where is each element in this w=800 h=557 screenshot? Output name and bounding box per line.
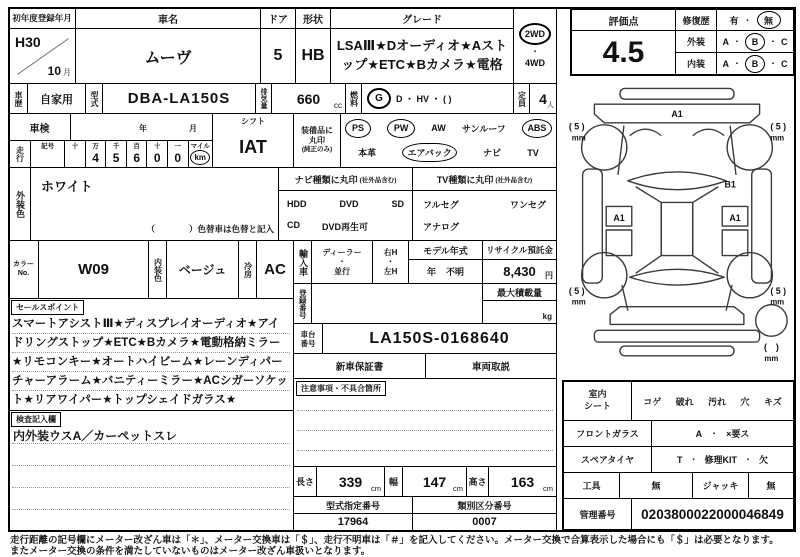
- equipment-label-1: 装備品に: [301, 126, 333, 136]
- digit-header: 百: [133, 143, 140, 150]
- shift-value: IAT: [239, 136, 267, 157]
- seat-burn: コゲ: [643, 396, 662, 407]
- color-change-note: （ ）色替車は色替と記入: [146, 224, 274, 234]
- fuel-gasoline-circled: G: [367, 88, 391, 109]
- chassis-label: [293, 323, 323, 354]
- seat-hole: 穴: [740, 396, 750, 407]
- rear-bumper: [594, 330, 759, 342]
- model-year-cell: [408, 240, 483, 284]
- interior-color-label: 内装色: [148, 240, 167, 299]
- drivetrain-cell: [513, 7, 557, 84]
- width-cell: [402, 466, 467, 497]
- nav-dvd-play: DVD再生可: [322, 221, 369, 232]
- tool-label: 工具: [562, 472, 620, 499]
- footer-notes: [10, 535, 796, 557]
- handle-sep: ・: [386, 257, 395, 267]
- front-right-wheel: [727, 125, 772, 170]
- drivetrain-2wd-circled: 2WD: [519, 23, 551, 45]
- exterior-c: C: [781, 36, 788, 47]
- recycle-header: リサイクル預託金: [483, 241, 556, 260]
- displacement-label: 排気量: [255, 83, 272, 114]
- repair-yes: 有: [729, 15, 739, 26]
- length-cell: [316, 466, 385, 497]
- right-sill: [752, 169, 772, 283]
- height-cell: [488, 466, 557, 497]
- tire-depth-rear-left: ( 5 ): [568, 285, 585, 296]
- sales-points-tab: セールスポイント: [11, 300, 84, 315]
- displacement-unit: cc: [334, 101, 342, 110]
- spare-t: T: [676, 454, 683, 465]
- model-year-unit: 年: [426, 267, 436, 277]
- nav-type-options: [278, 190, 413, 241]
- sales-points-text: スマートアシストⅢ★ディスプレイオーディオ★アイドリングストップ★ETC★Bカメラ★電動格納ミラー★リモコンキー★オートハイビーム★レーンディパーチャーアラーム★バニティーミラー★ACシガーソケット★リアワイパー★トップシェイドガラス★: [12, 318, 288, 406]
- recycle-value: 8,430: [503, 264, 536, 279]
- tv-type-subtitle: (社外品含む): [495, 176, 533, 184]
- model-year-unknown: 不明: [446, 267, 465, 277]
- mileage-unit-col: [188, 141, 212, 167]
- ac-label: 冷房: [238, 240, 257, 299]
- caution-line: [297, 410, 553, 411]
- class-number-value: 0007: [412, 513, 557, 531]
- grade-header: グレード: [330, 7, 514, 29]
- jack-value: 無: [748, 472, 795, 499]
- left-sill: [583, 169, 603, 283]
- fuel-cell: [361, 83, 514, 114]
- management-number-value: 0203800022000046849: [631, 498, 795, 531]
- mileage-label: 走行: [8, 140, 31, 168]
- caution-tab: 注意事項・不具合箇所: [296, 381, 386, 396]
- footer-line-2: またメーター交換の条件を満たしていないものはメーター改ざん車扱いとなります。: [10, 546, 371, 557]
- mileage-digit-col: [105, 141, 126, 167]
- tv-type-options: [412, 190, 557, 241]
- spare-sep: ・: [689, 455, 698, 464]
- tv-fullseg: フルセグ: [423, 199, 459, 210]
- jack-label: ジャッキ: [692, 472, 749, 499]
- tire-depth-unit: mm: [764, 353, 779, 363]
- digit-value: 4: [92, 151, 99, 165]
- exterior-grade-label: 外装: [675, 30, 717, 53]
- windshield-sep: ・: [710, 429, 719, 438]
- caution-line: [297, 450, 553, 451]
- width-value: 147: [422, 473, 447, 490]
- chassis-value: LA150S-0168640: [322, 323, 557, 354]
- first-reg-month-unit: 月: [63, 68, 71, 77]
- fuel-other-options: D ・ HV ・ ( ): [396, 94, 452, 104]
- mileage-grid: [30, 140, 213, 168]
- shaken-cell: [70, 113, 213, 141]
- interior-a: A: [722, 58, 729, 69]
- nav-type-subtitle: (社外品含む): [359, 176, 397, 184]
- mileage-digit-col: [146, 141, 167, 167]
- reg-number-label: 登録番号: [293, 283, 312, 324]
- interior-b-circled: B: [745, 55, 765, 73]
- repair-history-label: 修復歴: [675, 8, 717, 31]
- height-value: 163: [510, 473, 535, 490]
- doors-header: ドア: [260, 7, 296, 29]
- seats-value: 4: [539, 90, 547, 107]
- first-reg-year: H30: [15, 34, 41, 50]
- import-dealer-cell: [311, 240, 373, 284]
- recycle-cell: [482, 240, 557, 284]
- shift-cell: [212, 113, 294, 168]
- inspection-line: [12, 465, 290, 466]
- car-name-value: ムーヴ: [75, 28, 261, 84]
- exterior-sep: ・: [769, 37, 777, 46]
- handle-left: 左H: [383, 266, 398, 276]
- equipment-label-3: (純正のみ): [301, 146, 333, 154]
- seat-label-1: 室内: [588, 389, 607, 400]
- seat-stain: 汚れ: [708, 396, 727, 407]
- left-rear-door: [606, 230, 632, 256]
- equipment-label: [293, 113, 341, 168]
- exterior-sep: ・: [733, 37, 741, 46]
- shift-label: シフト: [241, 117, 265, 126]
- inspection-text: 内外装ウスA／カーペットスレ: [13, 429, 178, 443]
- right-rear-door: [722, 230, 748, 256]
- digit-value: 6: [133, 151, 140, 165]
- headlight-left: [630, 129, 661, 135]
- shaken-label: 車検: [8, 113, 71, 141]
- management-number-label: 管理番号: [562, 498, 632, 531]
- model-year-header: モデル年式: [409, 241, 482, 260]
- damage-code-right-front: B1: [724, 179, 736, 190]
- chassis-label-1: 車台: [300, 329, 316, 339]
- vehicle-manual: 車両取説: [425, 353, 557, 379]
- equip-airbag-circled: エアバック: [402, 143, 456, 162]
- first-reg-cell: [8, 28, 76, 84]
- roof-left-edge: [636, 187, 662, 274]
- chassis-label-2: 番号: [300, 338, 316, 348]
- width-label: 幅: [384, 466, 403, 497]
- seat-label-2: シート: [583, 401, 611, 411]
- interior-color-value: ベージュ: [166, 240, 239, 299]
- mileage-sign-col: [31, 141, 64, 167]
- digit-value: 5: [112, 151, 120, 165]
- max-load-unit: kg: [542, 312, 552, 321]
- interior-grade-label: 内装: [675, 52, 717, 76]
- windshield-options: [651, 420, 795, 447]
- new-car-warranty: 新車保証書: [293, 353, 426, 379]
- equipment-row-2: [345, 143, 552, 162]
- tire-depth-unit: mm: [571, 133, 586, 143]
- rear-window: [630, 269, 724, 285]
- import-label: 輸入車: [293, 240, 312, 284]
- inspection-tab: 検査記入欄: [11, 412, 61, 427]
- mileage-digit-col: [64, 141, 85, 167]
- roof-right-edge: [693, 187, 719, 274]
- recycle-unit: 円: [545, 271, 553, 280]
- first-reg-header: 初年度登録年月: [8, 7, 76, 29]
- car-damage-diagram: [559, 80, 795, 380]
- tv-row-2: [423, 220, 546, 233]
- tire-depth-unit: mm: [770, 297, 785, 307]
- max-load-cell: [482, 283, 557, 324]
- length-unit: cm: [371, 484, 381, 493]
- tv-analog: アナログ: [423, 222, 460, 233]
- interior-sep: ・: [733, 59, 741, 68]
- tire-depth-unit: mm: [571, 297, 586, 307]
- body-shape-value: HB: [295, 28, 331, 84]
- mileage-digit-col: [167, 141, 188, 167]
- drivetrain-4wd: 4WD: [525, 58, 545, 68]
- displacement-cell: [271, 83, 346, 114]
- equip-ps-circled: PS: [345, 119, 371, 138]
- tire-depth-front-right: ( 5 ): [770, 121, 787, 132]
- handle-cell: [372, 240, 409, 284]
- equip-sunroof: サンルーフ: [461, 123, 506, 134]
- damage-code-front: A1: [671, 108, 683, 119]
- equip-abs-circled: ABS: [522, 119, 552, 138]
- recycle-value-row: [483, 260, 556, 283]
- history-value: 自家用: [27, 83, 86, 114]
- color-no-value: W09: [38, 240, 149, 299]
- equip-navi: ナビ: [483, 148, 502, 159]
- color-no-label: [8, 240, 39, 299]
- car-name-header: 車名: [75, 7, 261, 29]
- rear-panel: [610, 307, 744, 325]
- spare-tire: [756, 305, 787, 336]
- equipment-options: [340, 113, 557, 168]
- model-code-value: DBA-LA150S: [102, 83, 256, 114]
- equip-tv: TV: [527, 147, 539, 158]
- tire-depth-front-left: ( 5 ): [568, 121, 585, 132]
- seats-cell: [529, 83, 557, 114]
- headlight-right: [693, 129, 724, 135]
- equip-leather: 本革: [358, 148, 377, 159]
- import-dealer: ディーラー: [322, 248, 362, 258]
- tv-type-title: TV種類に丸印: [436, 174, 494, 185]
- repair-no-circled: 無: [757, 11, 781, 29]
- footer-line-1: 走行距離の記号欄にメーター改ざん車は「＊」、メーター交換車は「＄」、走行不明車は「＃」を記入してください。メーター交換で合算表示した場合にも「＄」は必要となります。: [10, 535, 779, 546]
- max-load-value: [483, 301, 556, 323]
- tire-depth-unit: mm: [770, 133, 785, 143]
- score-value: 4.5: [570, 30, 676, 76]
- score-header: 評価点: [570, 8, 676, 31]
- import-parallel: 並行: [334, 266, 350, 276]
- tool-value: 無: [619, 472, 693, 499]
- drivetrain-separator: ・: [531, 47, 539, 56]
- seat-scratch: キズ: [763, 396, 782, 407]
- rear-left-wheel: [582, 253, 627, 298]
- fuel-label: 燃料: [345, 83, 362, 114]
- nav-sd: SD: [391, 198, 404, 209]
- spare-repair-kit: 修理KIT: [704, 455, 737, 465]
- repair-sep: ・: [743, 15, 752, 25]
- seat-options: [631, 380, 795, 421]
- type-designation-value: 17964: [293, 513, 413, 531]
- nav-type-title: ナビ種類に丸印: [294, 174, 358, 185]
- tv-type-header: [412, 167, 557, 191]
- reg-number-value: [311, 283, 483, 324]
- digit-header: 千: [112, 143, 120, 150]
- length-label: 長さ: [293, 466, 317, 497]
- body-shape-header: 形状: [295, 7, 331, 29]
- inspection-line: [12, 509, 290, 510]
- spare-tire-depth: ( ): [764, 341, 779, 352]
- model-code-label: 型式: [85, 83, 103, 114]
- rear-bumper-lower: [620, 346, 734, 356]
- doors-value: 5: [260, 28, 296, 84]
- spare-tire-options: [651, 446, 795, 473]
- spare-tire-label: スペアタイヤ: [562, 446, 652, 473]
- color-no-label-2: No.: [17, 269, 30, 277]
- caution-line: [297, 430, 553, 431]
- mileage-digit-col: [126, 141, 147, 167]
- windshield-replace: ×要ス: [726, 429, 750, 439]
- windshield-a: A: [695, 428, 703, 439]
- exterior-color-cell: [30, 167, 279, 241]
- interior-sep: ・: [769, 59, 777, 68]
- inspection-line: [12, 487, 290, 488]
- history-label: 車歴: [8, 83, 28, 114]
- seat-label: [562, 380, 632, 421]
- tv-oneseg: ワンセグ: [509, 199, 546, 210]
- displacement-value: 660: [296, 90, 321, 107]
- width-unit: cm: [453, 484, 463, 493]
- type-designation-header: 型式指定番号: [293, 496, 413, 514]
- model-year-value-row: [409, 260, 482, 283]
- spare-sep: ・: [743, 455, 752, 464]
- tire-depth-rear-right: ( 5 ): [770, 285, 787, 296]
- roof-center: [661, 202, 692, 255]
- tv-row-1: [423, 198, 546, 211]
- first-reg-month: 10: [47, 64, 61, 78]
- class-number-header: 類別区分番号: [412, 496, 557, 514]
- grade-value: LSAⅢ★Dオーディオ★Aストップ★ETC★Bカメラ★電格: [330, 28, 514, 84]
- front-bumper-top: [620, 88, 734, 99]
- exterior-color-label: 外装色: [8, 167, 31, 241]
- front-left-wheel: [582, 125, 627, 170]
- mileage-sign-header: 記号: [41, 143, 55, 150]
- rear-right-wheel: [727, 253, 772, 298]
- interior-grade-options: [716, 52, 795, 76]
- exterior-color-value: ホワイト: [41, 179, 93, 194]
- equip-pw-circled: PW: [387, 119, 415, 138]
- digit-value: 0: [153, 151, 161, 165]
- equip-aw: AW: [431, 123, 446, 134]
- damage-code-left-side: A1: [613, 213, 625, 224]
- digit-header: 万: [92, 143, 99, 150]
- windshield: [628, 172, 726, 190]
- mileage-mile-label: マイル: [190, 143, 210, 150]
- nav-row-2: [287, 220, 404, 233]
- spare-missing: 欠: [758, 455, 768, 465]
- max-load-header: 最大積載量: [483, 284, 556, 301]
- nav-cd: CD: [287, 219, 300, 230]
- digit-header: 十: [153, 143, 161, 150]
- color-no-label-1: カラー: [13, 261, 34, 269]
- nav-dvd: DVD: [339, 198, 359, 209]
- nav-row-1: [287, 199, 404, 209]
- exterior-b-circled: B: [745, 33, 765, 51]
- ac-value: AC: [256, 240, 294, 299]
- digit-header: 一: [174, 143, 181, 150]
- mileage-digit-col: [85, 141, 106, 167]
- seats-unit: 人: [547, 102, 554, 109]
- equipment-label-2: 丸印: [309, 136, 325, 146]
- seat-tear: 破れ: [675, 396, 694, 407]
- nav-type-header: [278, 167, 413, 191]
- length-value: 339: [338, 473, 363, 490]
- mileage-km-circled: km: [190, 150, 210, 165]
- import-sep: ・: [338, 257, 346, 267]
- height-label: 高さ: [466, 466, 489, 497]
- equipment-row-1: [345, 119, 552, 138]
- digit-header: 十: [71, 143, 79, 150]
- windshield-label: フロントガラス: [562, 420, 652, 447]
- nav-hdd: HDD: [287, 198, 307, 209]
- exterior-grade-options: [716, 30, 795, 53]
- seats-label: 定員: [513, 83, 530, 114]
- interior-c: C: [781, 58, 788, 69]
- repair-history-options: [716, 8, 795, 31]
- exterior-a: A: [722, 36, 729, 47]
- damage-code-right-side: A1: [729, 213, 741, 224]
- digit-value: 0: [174, 151, 182, 165]
- shaken-year-label: 年: [139, 124, 147, 133]
- height-unit: cm: [543, 484, 553, 493]
- handle-right: 右H: [383, 248, 398, 258]
- shaken-month-label: 月: [189, 124, 197, 133]
